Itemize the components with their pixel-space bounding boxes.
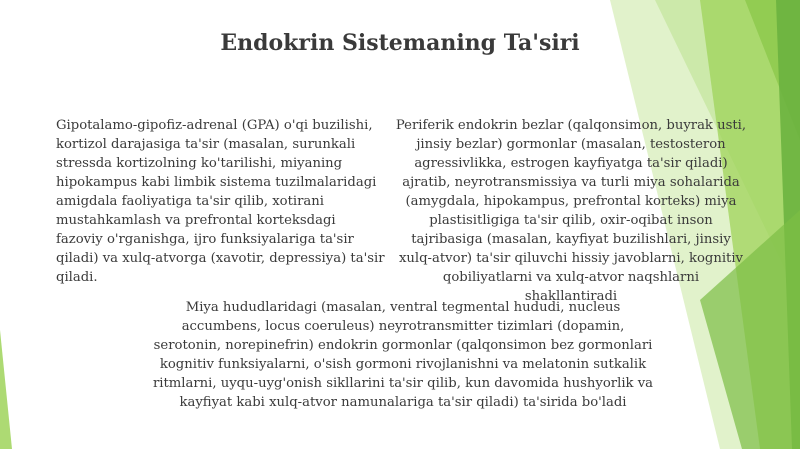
slide-title: Endokrin Sistemaning Ta'siri [220,30,580,56]
right-paragraph: Periferik endokrin bezlar (qalqonsimon, buyrak usti, jinsiy bezlar) gormonlar (masalan, testosteron agressivlikka, estrogen kayfiyatga ta'sir qiladi) ajratib, neyrotransmissiya va turli miya sohalarida (amygdala, hipokampus, prefrontal korteks) miya plastisitligiga ta'sir qilib, oxir-oqibat inson tajribasiga (masalan, kayfiyat buzilishlari, jinsiy xulq-atvor) ta'sir qiluvchi hissiy javoblarni, kognitiv qobiliyatlarni va xulq-atvor naqshlarni shakllantiradi [395,118,747,304]
left-paragraph: Gipotalamo-gipofiz-adrenal (GPA) o'qi buzilishi, kortizol darajasiga ta'sir (masalan, surunkali stressda kortizolning ko'tarilishi, miyaning hipokampus kabi limbik sistema tuzilmalaridagi amigdala faoliyatiga ta'sir qilib, xotirani mustahkamlash va prefrontal korteksdagi fazoviy o'rganishga, ijro funksiyalariga ta'sir qiladi) va xulq-atvorga (xavotir, depressiya) ta'sir qiladi. [56,118,385,285]
bottom-paragraph: Miya hududlaridagi (masalan, ventral tegmental hududi, nucleus accumbens, locus coeruleus) neyrotransmitter tizimlari (dopamin, serotonin, norepinefrin) endokrin gormonlar (qalqonsimon bez gormonlari kognitiv funksiyalarni, o'sish gormoni rivojlanishni va melatonin sutkalik ritmlarni, uyqu-uyg'onish sikllarini ta'sir qilib, kun davomida hushyorlik va kayfiyat kabi xulq-atvor namunalariga ta'sir qiladi) ta'sirida bo'ladi [152,300,654,410]
facet-bottom-left [0,330,12,449]
